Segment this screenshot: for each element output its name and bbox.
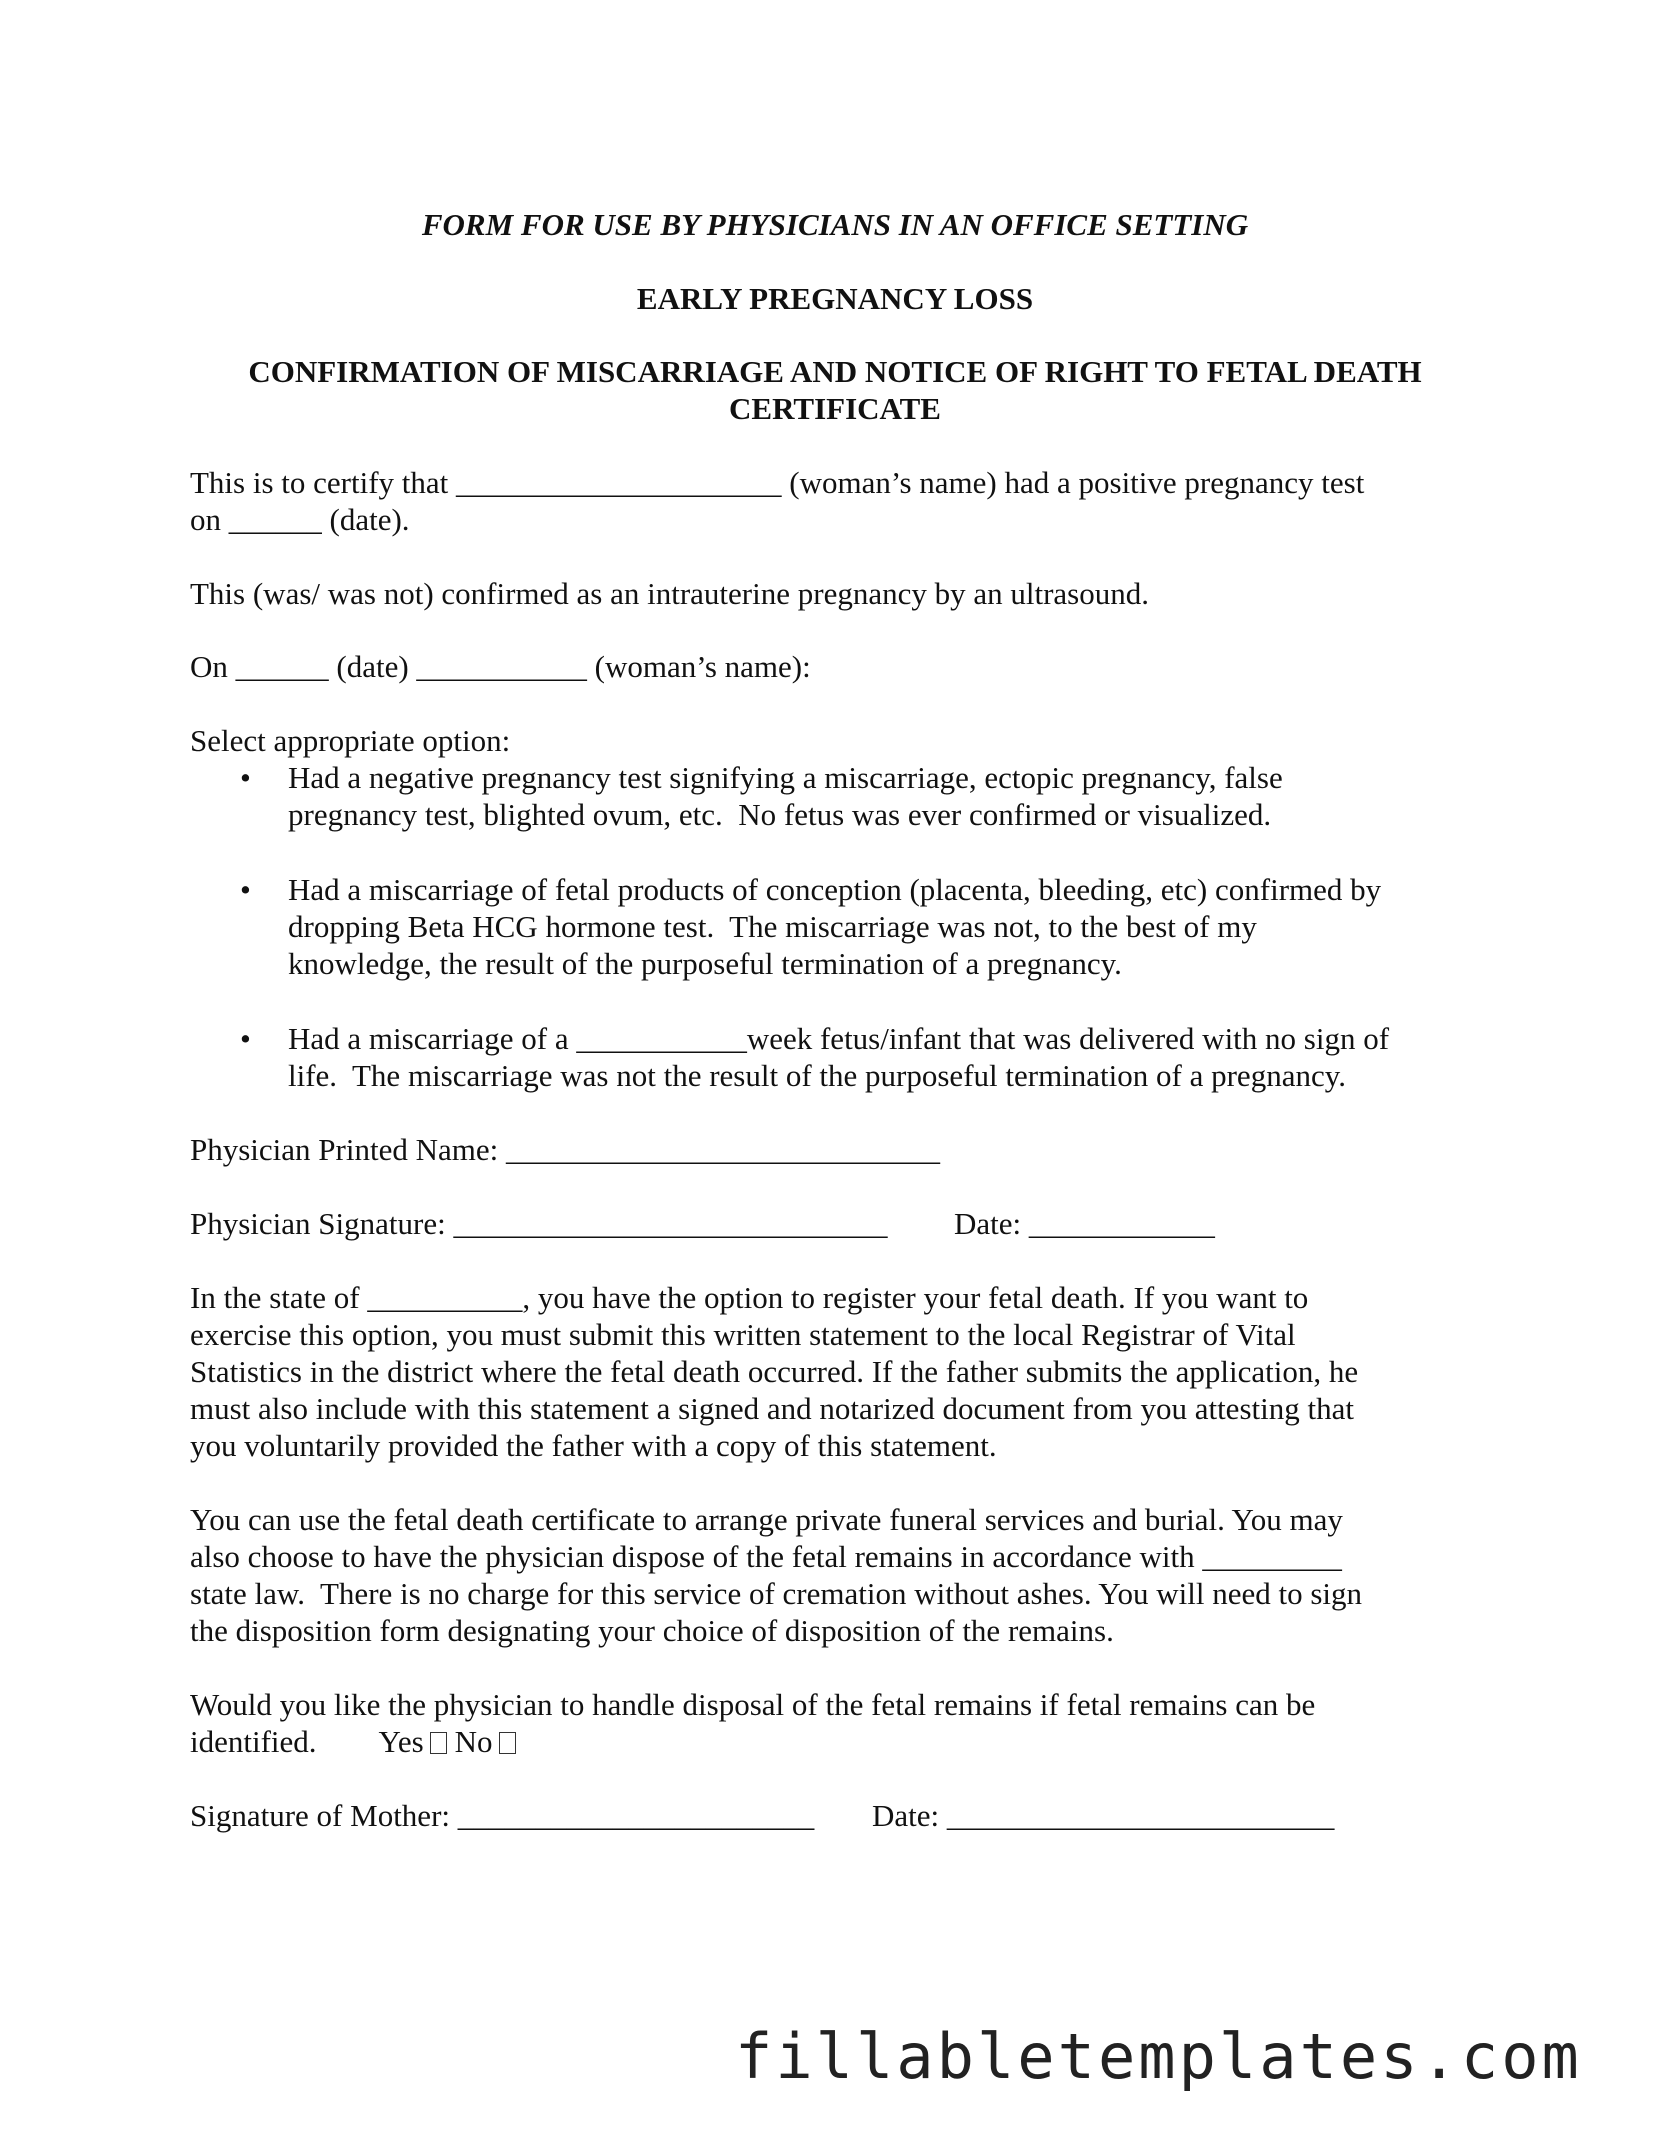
option-line: Had a negative pregnancy test signifying a miscarriage, ectopic pregnancy, false bbox=[288, 760, 1283, 795]
subtitle-line-1: CONFIRMATION OF MISCARRIAGE AND NOTICE OF RIGHT TO FETAL DEATH bbox=[248, 354, 1422, 389]
disposal-question-line-1: Would you like the physician to handle disposal of the fetal remains if fetal remains can be bbox=[190, 1687, 1316, 1722]
physician-date-field[interactable]: Date: ____________ bbox=[954, 1206, 1215, 1241]
physician-signature-field[interactable]: Physician Signature: ____________________________ bbox=[190, 1206, 888, 1241]
disposal-question bbox=[190, 1686, 1480, 1760]
certify-statement bbox=[190, 464, 1480, 538]
state-notice-line: exercise this option, you must submit this written statement to the local Registrar of Vital bbox=[190, 1317, 1296, 1352]
ultrasound-statement: This (was/ was not) confirmed as an intrauterine pregnancy by an ultrasound. bbox=[190, 576, 1149, 611]
watermark-logo: fillabletemplates.com bbox=[735, 2020, 1582, 2093]
option-line: Had a miscarriage of fetal products of conception (placenta, bleeding, etc) confirmed by bbox=[288, 872, 1382, 907]
bullet-icon: • bbox=[240, 1021, 251, 1056]
option-item[interactable] bbox=[240, 759, 1480, 833]
office-title: FORM FOR USE BY PHYSICIANS IN AN OFFICE SETTING bbox=[421, 207, 1249, 242]
select-option-label: Select appropriate option: bbox=[190, 723, 511, 758]
main-title: EARLY PREGNANCY LOSS bbox=[636, 281, 1034, 316]
disposal-question-text: identified. bbox=[190, 1724, 317, 1759]
bullet-icon: • bbox=[240, 760, 251, 795]
yes-checkbox[interactable] bbox=[430, 1732, 447, 1754]
state-notice-line: must also include with this statement a signed and notarized document from you attesting that bbox=[190, 1391, 1354, 1426]
state-notice-line: In the state of __________, you have the option to register your fetal death. If you want to bbox=[190, 1280, 1309, 1315]
funeral-notice-line: the disposition form designating your choice of disposition of the remains. bbox=[190, 1613, 1114, 1648]
physician-printed-name-field[interactable]: Physician Printed Name: ____________________________ bbox=[190, 1132, 940, 1167]
state-notice-line: Statistics in the district where the fetal death occurred. If the father submits the application, he bbox=[190, 1354, 1359, 1389]
mother-signature-field[interactable]: Signature of Mother: _______________________ bbox=[190, 1798, 815, 1833]
option-item[interactable] bbox=[240, 871, 1480, 982]
no-checkbox[interactable] bbox=[499, 1732, 516, 1754]
no-label: No bbox=[454, 1724, 493, 1759]
option-line: knowledge, the result of the purposeful termination of a pregnancy. bbox=[288, 946, 1122, 981]
option-line: life. The miscarriage was not the result of the purposeful termination of a pregnancy. bbox=[288, 1058, 1346, 1093]
state-notice-line: you voluntarily provided the father with a copy of this statement. bbox=[190, 1428, 997, 1463]
disposal-question-line-2 bbox=[190, 1723, 1480, 1760]
funeral-notice-line: state law. There is no charge for this service of cremation without ashes. You will need to sign bbox=[190, 1576, 1363, 1611]
certify-line-2: on ______ (date). bbox=[190, 502, 410, 537]
yes-label: Yes bbox=[378, 1724, 424, 1759]
funeral-notice bbox=[190, 1501, 1480, 1649]
state-notice bbox=[190, 1279, 1480, 1464]
funeral-notice-line: also choose to have the physician dispose of the fetal remains in accordance with _________ bbox=[190, 1539, 1342, 1574]
option-line: pregnancy test, blighted ovum, etc. No fetus was ever confirmed or visualized. bbox=[288, 797, 1272, 832]
on-date-statement: On ______ (date) ___________ (woman’s name): bbox=[190, 649, 811, 684]
option-item[interactable] bbox=[240, 1020, 1480, 1094]
bullet-icon: • bbox=[240, 872, 251, 907]
mother-date-field[interactable]: Date: _________________________ bbox=[872, 1798, 1335, 1833]
option-line: Had a miscarriage of a ___________week fetus/infant that was delivered with no sign of bbox=[288, 1021, 1390, 1056]
funeral-notice-line: You can use the fetal death certificate to arrange private funeral services and burial. You may bbox=[190, 1502, 1343, 1537]
certify-line-1: This is to certify that _____________________ (woman’s name) had a positive pregnancy test bbox=[190, 465, 1365, 500]
option-line: dropping Beta HCG hormone test. The miscarriage was not, to the best of my bbox=[288, 909, 1257, 944]
subtitle-line-2: CERTIFICATE bbox=[729, 391, 941, 426]
